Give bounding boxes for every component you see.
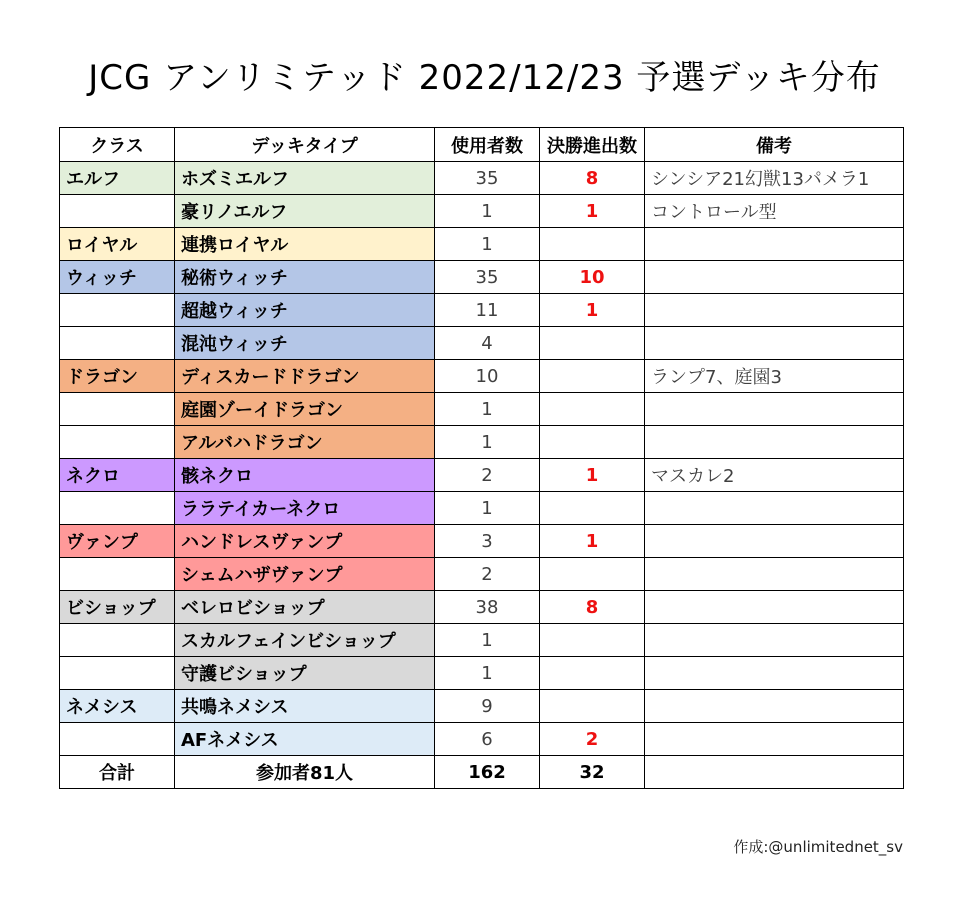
deck-distribution-table — [59, 127, 904, 789]
note-cell — [645, 492, 904, 525]
deck-cell: AFネメシス — [175, 723, 435, 756]
table-row — [60, 558, 904, 591]
finals-cell — [540, 393, 645, 426]
class-cell — [60, 195, 175, 228]
header-class: クラス — [60, 128, 175, 162]
deck-cell: ララテイカーネクロ — [175, 492, 435, 525]
users-cell: 1 — [435, 492, 540, 525]
deck-cell: シェムハザヴァンプ — [175, 558, 435, 591]
table-row — [60, 228, 904, 261]
header-note: 備考 — [645, 128, 904, 162]
class-cell: エルフ — [60, 162, 175, 195]
note-cell: シンシア21幻獣13パメラ1 — [645, 162, 904, 195]
finals-cell: 10 — [540, 261, 645, 294]
table-row — [60, 426, 904, 459]
note-cell: ランプ7、庭園3 — [645, 360, 904, 393]
table-row — [60, 459, 904, 492]
page-title: JCG アンリミテッド 2022/12/23 予選デッキ分布 — [88, 58, 881, 98]
users-cell: 2 — [435, 459, 540, 492]
users-cell: 11 — [435, 294, 540, 327]
finals-cell — [540, 558, 645, 591]
note-cell — [645, 327, 904, 360]
users-cell: 10 — [435, 360, 540, 393]
note-cell — [645, 525, 904, 558]
table-row — [60, 195, 904, 228]
header-users: 使用者数 — [435, 128, 540, 162]
users-cell: 6 — [435, 723, 540, 756]
finals-cell: 1 — [540, 525, 645, 558]
table-row — [60, 624, 904, 657]
note-cell — [645, 261, 904, 294]
deck-cell: 共鳴ネメシス — [175, 690, 435, 723]
table-row — [60, 294, 904, 327]
finals-cell — [540, 327, 645, 360]
users-cell: 35 — [435, 162, 540, 195]
table-row — [60, 162, 904, 195]
users-cell: 2 — [435, 558, 540, 591]
users-cell: 9 — [435, 690, 540, 723]
class-cell — [60, 723, 175, 756]
table-row — [60, 360, 904, 393]
note-cell: コントロール型 — [645, 195, 904, 228]
class-cell — [60, 657, 175, 690]
finals-cell — [540, 228, 645, 261]
class-cell — [60, 426, 175, 459]
finals-cell — [540, 492, 645, 525]
users-cell: 35 — [435, 261, 540, 294]
class-cell: ネクロ — [60, 459, 175, 492]
note-cell: マスカレ2 — [645, 459, 904, 492]
total-row — [60, 756, 904, 789]
class-cell: ネメシス — [60, 690, 175, 723]
note-cell — [645, 723, 904, 756]
finals-cell: 8 — [540, 591, 645, 624]
users-cell: 3 — [435, 525, 540, 558]
class-cell — [60, 294, 175, 327]
total-users: 162 — [435, 756, 540, 789]
table-row — [60, 591, 904, 624]
class-cell — [60, 393, 175, 426]
class-cell — [60, 558, 175, 591]
credit: 作成:@unlimitednet_sv — [733, 838, 903, 856]
users-cell: 1 — [435, 426, 540, 459]
finals-cell: 1 — [540, 294, 645, 327]
deck-cell: 秘術ウィッチ — [175, 261, 435, 294]
header-row — [60, 128, 904, 162]
note-cell — [645, 591, 904, 624]
header-finals: 決勝進出数 — [540, 128, 645, 162]
deck-cell: 庭園ゾーイドラゴン — [175, 393, 435, 426]
finals-cell — [540, 360, 645, 393]
users-cell: 1 — [435, 657, 540, 690]
finals-cell: 1 — [540, 459, 645, 492]
deck-cell: アルバハドラゴン — [175, 426, 435, 459]
total-note — [645, 756, 904, 789]
table-row — [60, 327, 904, 360]
table-row — [60, 393, 904, 426]
note-cell — [645, 228, 904, 261]
finals-cell: 2 — [540, 723, 645, 756]
users-cell: 4 — [435, 327, 540, 360]
deck-cell: ベレロビショップ — [175, 591, 435, 624]
total-label: 合計 — [60, 756, 175, 789]
class-cell — [60, 492, 175, 525]
note-cell — [645, 657, 904, 690]
table-row — [60, 261, 904, 294]
note-cell — [645, 393, 904, 426]
deck-cell: ディスカードドラゴン — [175, 360, 435, 393]
users-cell: 1 — [435, 624, 540, 657]
table-row — [60, 690, 904, 723]
class-cell: ロイヤル — [60, 228, 175, 261]
total-finals: 32 — [540, 756, 645, 789]
finals-cell: 1 — [540, 195, 645, 228]
deck-cell: ホズミエルフ — [175, 162, 435, 195]
deck-cell: 連携ロイヤル — [175, 228, 435, 261]
finals-cell — [540, 426, 645, 459]
deck-cell: 骸ネクロ — [175, 459, 435, 492]
finals-cell — [540, 624, 645, 657]
class-cell: ビショップ — [60, 591, 175, 624]
note-cell — [645, 624, 904, 657]
users-cell: 38 — [435, 591, 540, 624]
note-cell — [645, 426, 904, 459]
table-row — [60, 723, 904, 756]
deck-cell: ハンドレスヴァンプ — [175, 525, 435, 558]
table-row — [60, 492, 904, 525]
header-deck: デッキタイプ — [175, 128, 435, 162]
deck-cell: スカルフェインビショップ — [175, 624, 435, 657]
users-cell: 1 — [435, 228, 540, 261]
class-cell — [60, 327, 175, 360]
class-cell: ウィッチ — [60, 261, 175, 294]
deck-cell: 守護ビショップ — [175, 657, 435, 690]
total-participants: 参加者81人 — [175, 756, 435, 789]
deck-cell: 混沌ウィッチ — [175, 327, 435, 360]
note-cell — [645, 558, 904, 591]
finals-cell — [540, 657, 645, 690]
users-cell: 1 — [435, 393, 540, 426]
class-cell: ヴァンプ — [60, 525, 175, 558]
note-cell — [645, 690, 904, 723]
finals-cell: 8 — [540, 162, 645, 195]
users-cell: 1 — [435, 195, 540, 228]
note-cell — [645, 294, 904, 327]
table-row — [60, 657, 904, 690]
class-cell — [60, 624, 175, 657]
finals-cell — [540, 690, 645, 723]
deck-cell: 超越ウィッチ — [175, 294, 435, 327]
deck-cell: 豪リノエルフ — [175, 195, 435, 228]
table-row — [60, 525, 904, 558]
class-cell: ドラゴン — [60, 360, 175, 393]
